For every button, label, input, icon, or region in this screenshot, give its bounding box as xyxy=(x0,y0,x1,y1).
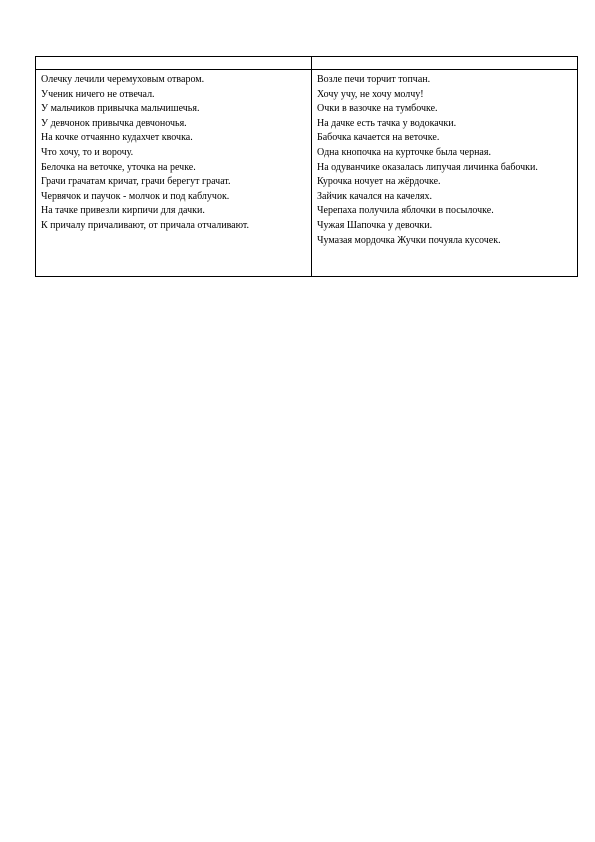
right-column-lines xyxy=(312,70,577,248)
text-line: Хочу учу, не хочу молчу! xyxy=(317,88,424,100)
text-line: Что хочу, то и ворочу. xyxy=(41,146,134,158)
text-line: Ученик ничего не отвечал. xyxy=(41,88,155,100)
table-body-row xyxy=(36,70,578,277)
text-line: Белочка на веточке, уточка на речке. xyxy=(41,161,196,173)
left-column-lines xyxy=(36,70,311,234)
text-line: Очки в вазочке на тумбочке. xyxy=(317,103,438,115)
text-line: У девчонок привычка девчоночья. xyxy=(41,117,187,129)
left-column-cell xyxy=(36,70,312,277)
text-line: У мальчиков привычка мальчишечья. xyxy=(41,103,200,115)
text-line: Чужая Шапочка у девочки. xyxy=(317,219,433,231)
text-line: Курочка ночует на жёрдочке. xyxy=(317,176,441,188)
text-line: На тачке привезли кирпичи для дачки. xyxy=(41,205,205,217)
text-line: Олечку лечили черемуховым отваром. xyxy=(41,74,205,85)
text-line: На кочке отчаянно кудахчет квочка. xyxy=(41,132,193,144)
text-line: На одуванчике оказалась липучая личинка бабочки. xyxy=(317,161,538,173)
text-line: На дачке есть тачка у водокачки. xyxy=(317,117,457,129)
header-cell-right xyxy=(312,57,578,70)
text-line: Чумазая мордочка Жучки почуяла кусочек. xyxy=(317,234,501,246)
text-line: Одна кнопочка на курточке была черная. xyxy=(317,146,491,158)
text-line: Червячок и паучок - молчок и под каблучок. xyxy=(41,190,230,202)
text-line: Грачи грачатам кричат, грачи берегут грачат. xyxy=(41,176,231,188)
text-table xyxy=(35,56,578,277)
text-line: Зайчик качался на качелях. xyxy=(317,190,432,202)
text-line: К причалу причаливают, от причала отчаливают. xyxy=(41,219,250,231)
text-line: Возле печи торчит топчан. xyxy=(317,74,431,85)
right-column-cell xyxy=(312,70,578,277)
text-line: Черепаха получила яблочки в посылочке. xyxy=(317,205,494,217)
header-cell-left xyxy=(36,57,312,70)
text-line: Бабочка качается на веточке. xyxy=(317,132,440,144)
table-header-row xyxy=(36,57,578,70)
